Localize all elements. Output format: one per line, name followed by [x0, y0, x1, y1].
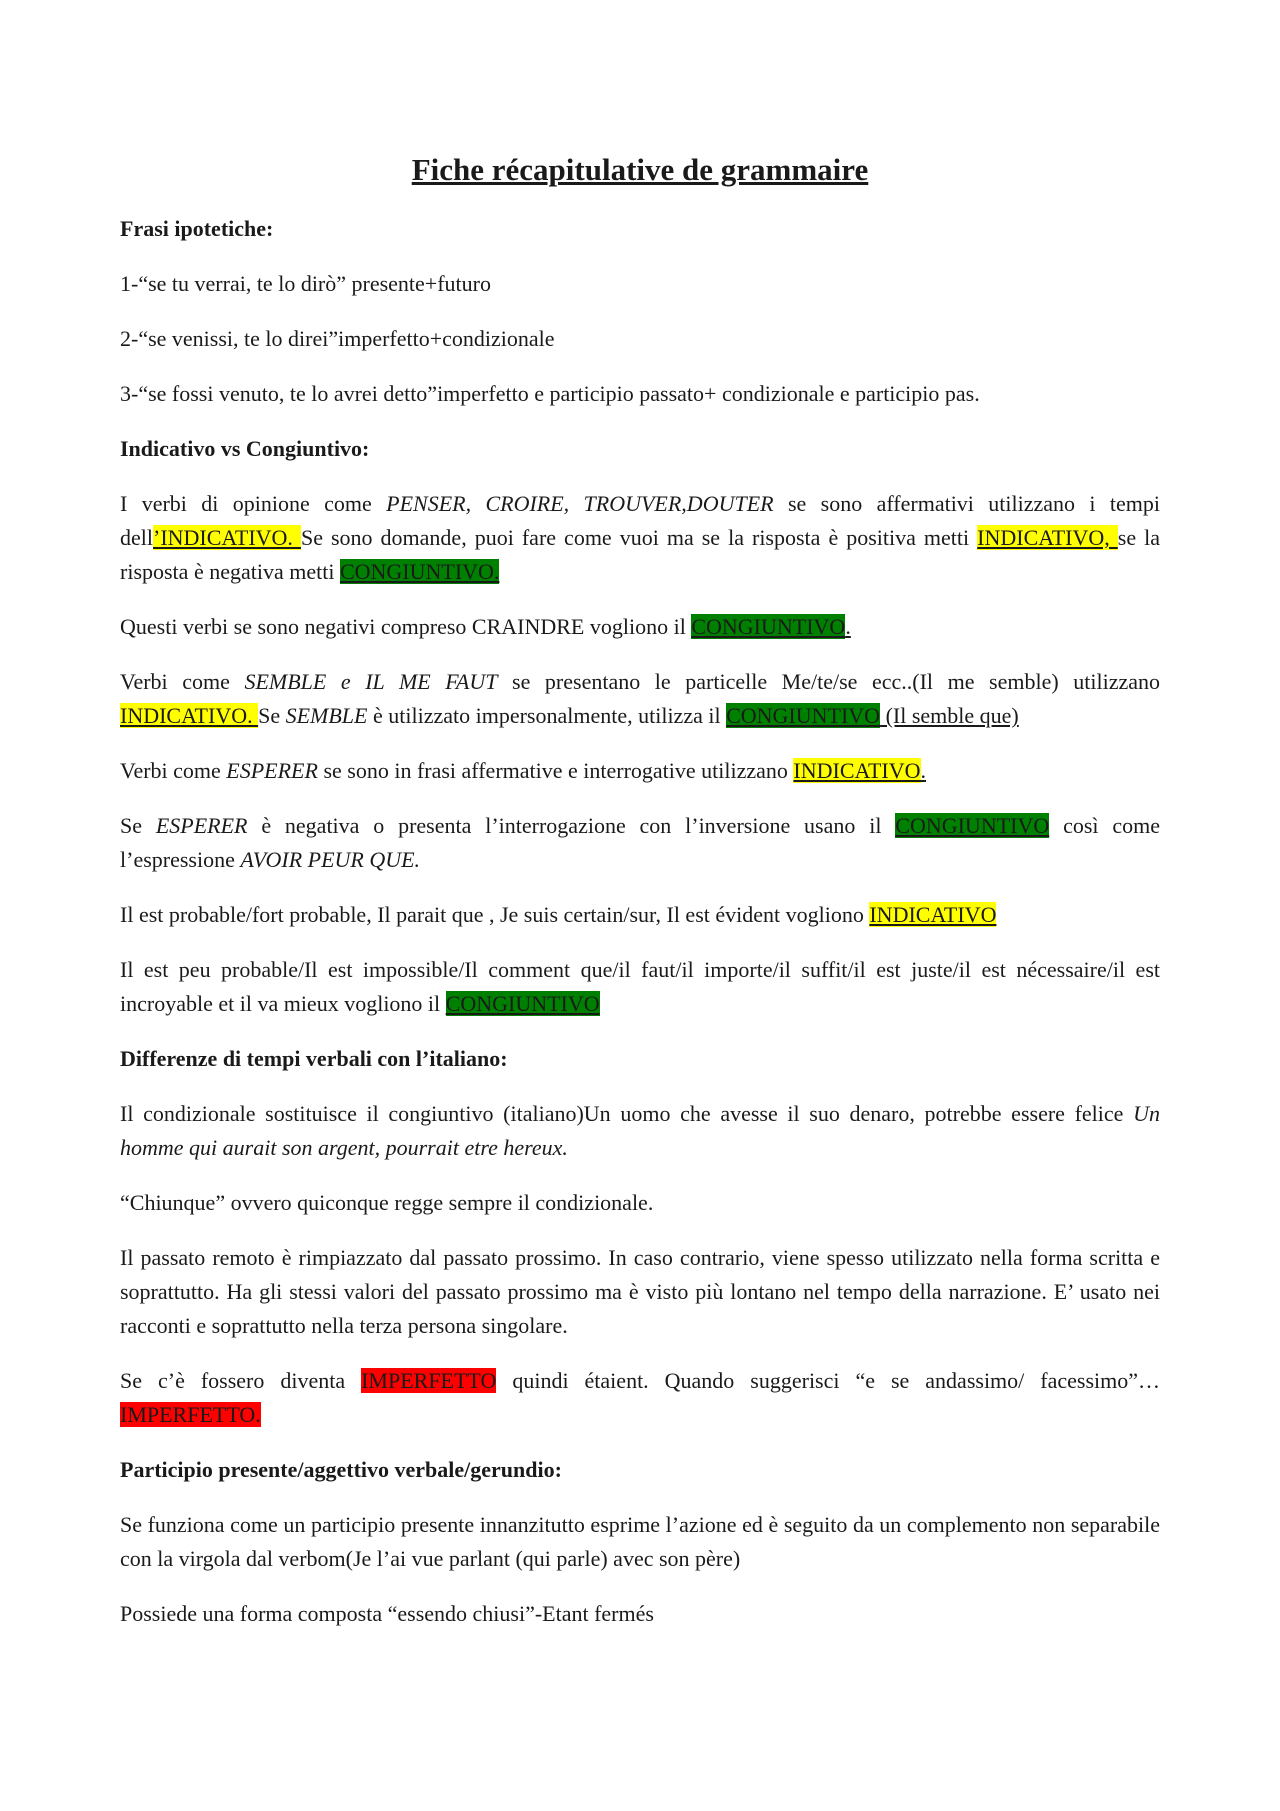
text: Verbi come — [120, 758, 227, 784]
line-1: 1-“se tu verrai, te lo dirò” presente+futuro — [120, 271, 491, 297]
paragraph-esperer-negativa — [120, 809, 1160, 877]
line-2: 2-“se venissi, te lo direi”imperfetto+condizionale — [120, 326, 555, 352]
highlight-congiuntivo: CONGIUNTIVO — [895, 813, 1050, 839]
text-italic: SEMBLE — [285, 703, 368, 729]
text: Il condizionale sostituisce il congiuntivo (italiano)Un uomo che avesse il suo denaro, potrebbe essere felice — [120, 1101, 1134, 1127]
paragraph-forma-composta: Possiede una forma composta “essendo chiusi”-Etant fermés — [120, 1601, 654, 1627]
text: Il est probable/fort probable, Il parait que , Je suis certain/sur, Il est évident vogliono — [120, 902, 870, 928]
paragraph-il-est-peu-probable — [120, 953, 1160, 1021]
text: così come l’espressione — [120, 813, 1160, 873]
highlight-indicativo: INDICATIVO — [869, 902, 997, 928]
text: (Il semble que) — [880, 703, 1019, 729]
text-italic: ESPERER — [155, 813, 248, 839]
text: Se c’è fossero diventa — [120, 1368, 362, 1394]
paragraph-verbi-negativi — [120, 610, 1160, 644]
highlight-congiuntivo: CONGIUNTIVO. — [339, 559, 500, 585]
text-italic: SEMBLE e IL ME FAUT — [244, 669, 498, 695]
text: Se — [258, 703, 286, 729]
text: se sono in frasi affermative e interrogative utilizzano — [317, 758, 794, 784]
heading-differenze-tempi: Differenze di tempi verbali con l’italiano: — [120, 1046, 508, 1072]
text: I verbi di opinione come — [120, 491, 387, 517]
paragraph-passato-remoto: Il passato remoto è rimpiazzato dal passato prossimo. In caso contrario, viene spesso utilizzato nella forma scritta e soprattutto. Ha gli stessi valori del passato prossimo ma è visto più lontano nel tempo della narrazione. E’ usato nei racconti e soprattutto nella terza persona singolare. — [120, 1245, 1160, 1339]
heading-frasi-ipotetiche: Frasi ipotetiche: — [120, 216, 274, 242]
heading-indicativo-vs-congiuntivo: Indicativo vs Congiuntivo: — [120, 436, 370, 462]
text-italic: ESPERER — [226, 758, 318, 784]
highlight-imperfetto: IMPERFETTO — [361, 1368, 497, 1394]
highlight-indicativo: INDICATIVO. — [120, 703, 259, 729]
text: Verbi come — [120, 669, 245, 695]
paragraph-il-est-probable — [120, 898, 1160, 932]
highlight-indicativo: INDICATIVO, — [977, 525, 1118, 551]
heading-participio-presente: Participio presente/aggettivo verbale/gerundio: — [120, 1457, 562, 1483]
text: se sono affermativi utilizzano i tempi dell — [120, 491, 1160, 551]
highlight-indicativo: INDICATIVO — [793, 758, 921, 784]
text: se la risposta è negativa metti — [120, 525, 1161, 585]
paragraph-condizionale — [120, 1097, 1160, 1165]
text-italic: AVOIR PEUR QUE. — [240, 847, 421, 873]
text: Se sono domande, puoi fare come vuoi ma se la risposta è positiva metti — [300, 525, 978, 551]
text: è utilizzato impersonalmente, utilizza il — [367, 703, 727, 729]
highlight-congiuntivo: CONGIUNTIVO — [691, 614, 846, 640]
text: quindi étaient. Quando suggerisci “e se andassimo/ facessimo”… — [496, 1368, 1160, 1394]
paragraph-fossero — [120, 1364, 1160, 1432]
document-page — [120, 150, 1160, 1652]
highlight-imperfetto: IMPERFETTO. — [120, 1402, 261, 1428]
text: . — [920, 758, 927, 784]
text-italic: Un homme qui aurait son argent, pourrait etre hereux. — [120, 1101, 1160, 1161]
text: Il est peu probable/Il est impossible/Il comment que/il faut/il importe/il suffit/il est juste/il est nécessaire/il est incroyable et il va mieux vogliono il — [120, 957, 1160, 1017]
text: Questi verbi se sono negativi compreso CRAINDRE vogliono il — [120, 614, 692, 640]
text: Se — [120, 813, 156, 839]
paragraph-esperer-affermative — [120, 754, 1160, 788]
paragraph-semble — [120, 665, 1160, 733]
page-title: Fiche récapitulative de grammaire — [411, 152, 869, 187]
text: . — [845, 614, 851, 640]
paragraph-participio-funziona: Se funziona come un participio presente innanzitutto esprime l’azione ed è seguito da un complemento non separabile con la virgola dal verbom(Je l’ai vue parlant (qui parle) avec son père) — [120, 1512, 1160, 1572]
highlight-congiuntivo: CONGIUNTIVO — [445, 991, 600, 1017]
paragraph-chiunque: “Chiunque” ovvero quiconque regge sempre il condizionale. — [120, 1190, 654, 1216]
line-3: 3-“se fossi venuto, te lo avrei detto”imperfetto e participio passato+ condizionale e participio pas. — [120, 381, 980, 407]
text: è negativa o presenta l’interrogazione con l’inversione usano il — [247, 813, 896, 839]
paragraph-verbi-opinione — [120, 487, 1160, 589]
highlight-indicativo: ’INDICATIVO. — [153, 525, 301, 551]
highlight-congiuntivo: CONGIUNTIVO — [726, 703, 881, 729]
text: se presentano le particelle Me/te/se ecc..(Il me semble) utilizzano — [497, 669, 1161, 695]
text-italic: PENSER, CROIRE, TROUVER,DOUTER — [386, 491, 774, 517]
